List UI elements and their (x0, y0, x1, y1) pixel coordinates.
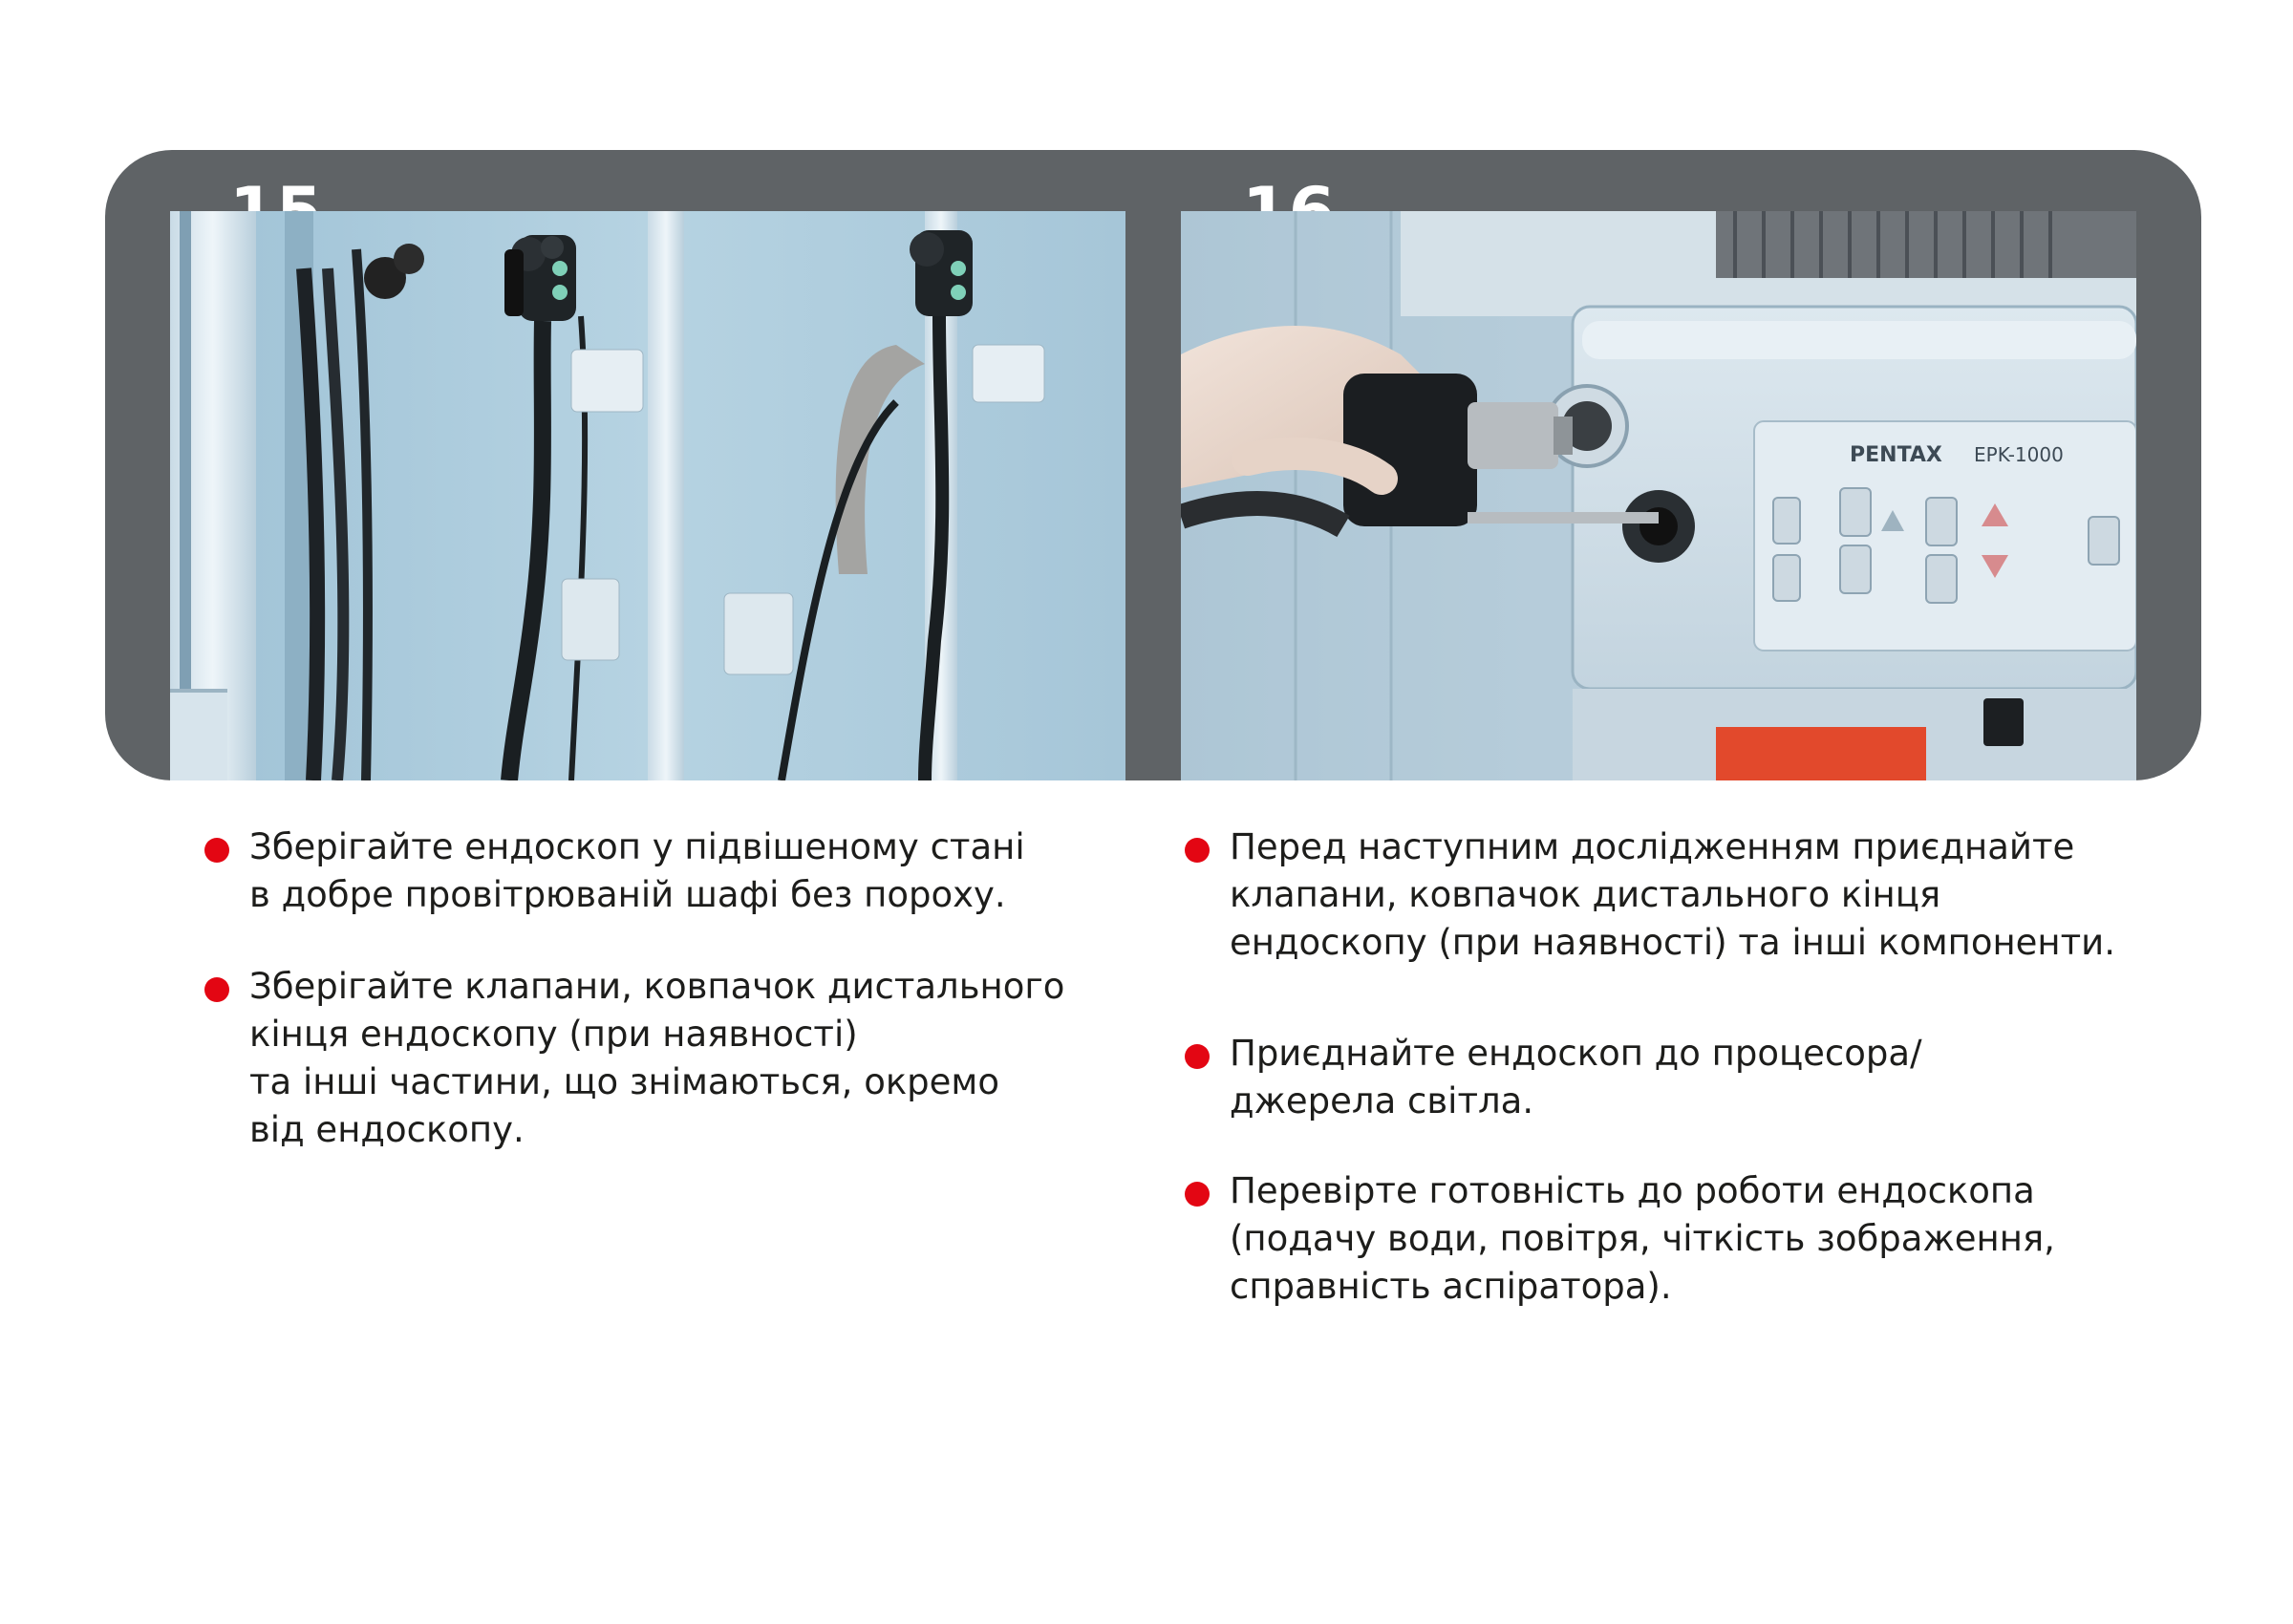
photo-endoscope-connection (1181, 211, 2136, 780)
list-item: Перед наступним дослідженням приєднайте клапани, ковпачок дистального кінця ендоскопу (при наявності) та інші компоненти. (1185, 823, 2140, 967)
step-16-instructions (1185, 823, 2140, 1311)
bullet-dot-icon (1185, 838, 1210, 863)
pentax-brand-text: PENTAX (1850, 443, 1942, 467)
processor-model-text: EPK-1000 (1974, 443, 2064, 466)
step-15-instructions (204, 823, 1112, 1154)
list-item: Зберігайте клапани, ковпачок дистального кінця ендоскопу (при наявності) та інші частини, що знімаються, окремо від ендоскопу. (204, 963, 1112, 1154)
list-item: Перевірте готовність до роботи ендоскопа (подачу води, повітря, чіткість зображення, справність аспіратора). (1185, 1167, 2140, 1311)
bullet-dot-icon (1185, 1044, 1210, 1069)
photo-endoscope-storage (170, 211, 1125, 780)
bullet-dot-icon (204, 977, 229, 1002)
list-item: Зберігайте ендоскоп у підвішеному стані в добре провітрюваній шафі без пороху. (204, 823, 1112, 919)
bullet-dot-icon (204, 838, 229, 863)
bullet-dot-icon (1185, 1182, 1210, 1207)
list-item: Приєднайте ендоскоп до процесора/ джерела світла. (1185, 1030, 2140, 1125)
